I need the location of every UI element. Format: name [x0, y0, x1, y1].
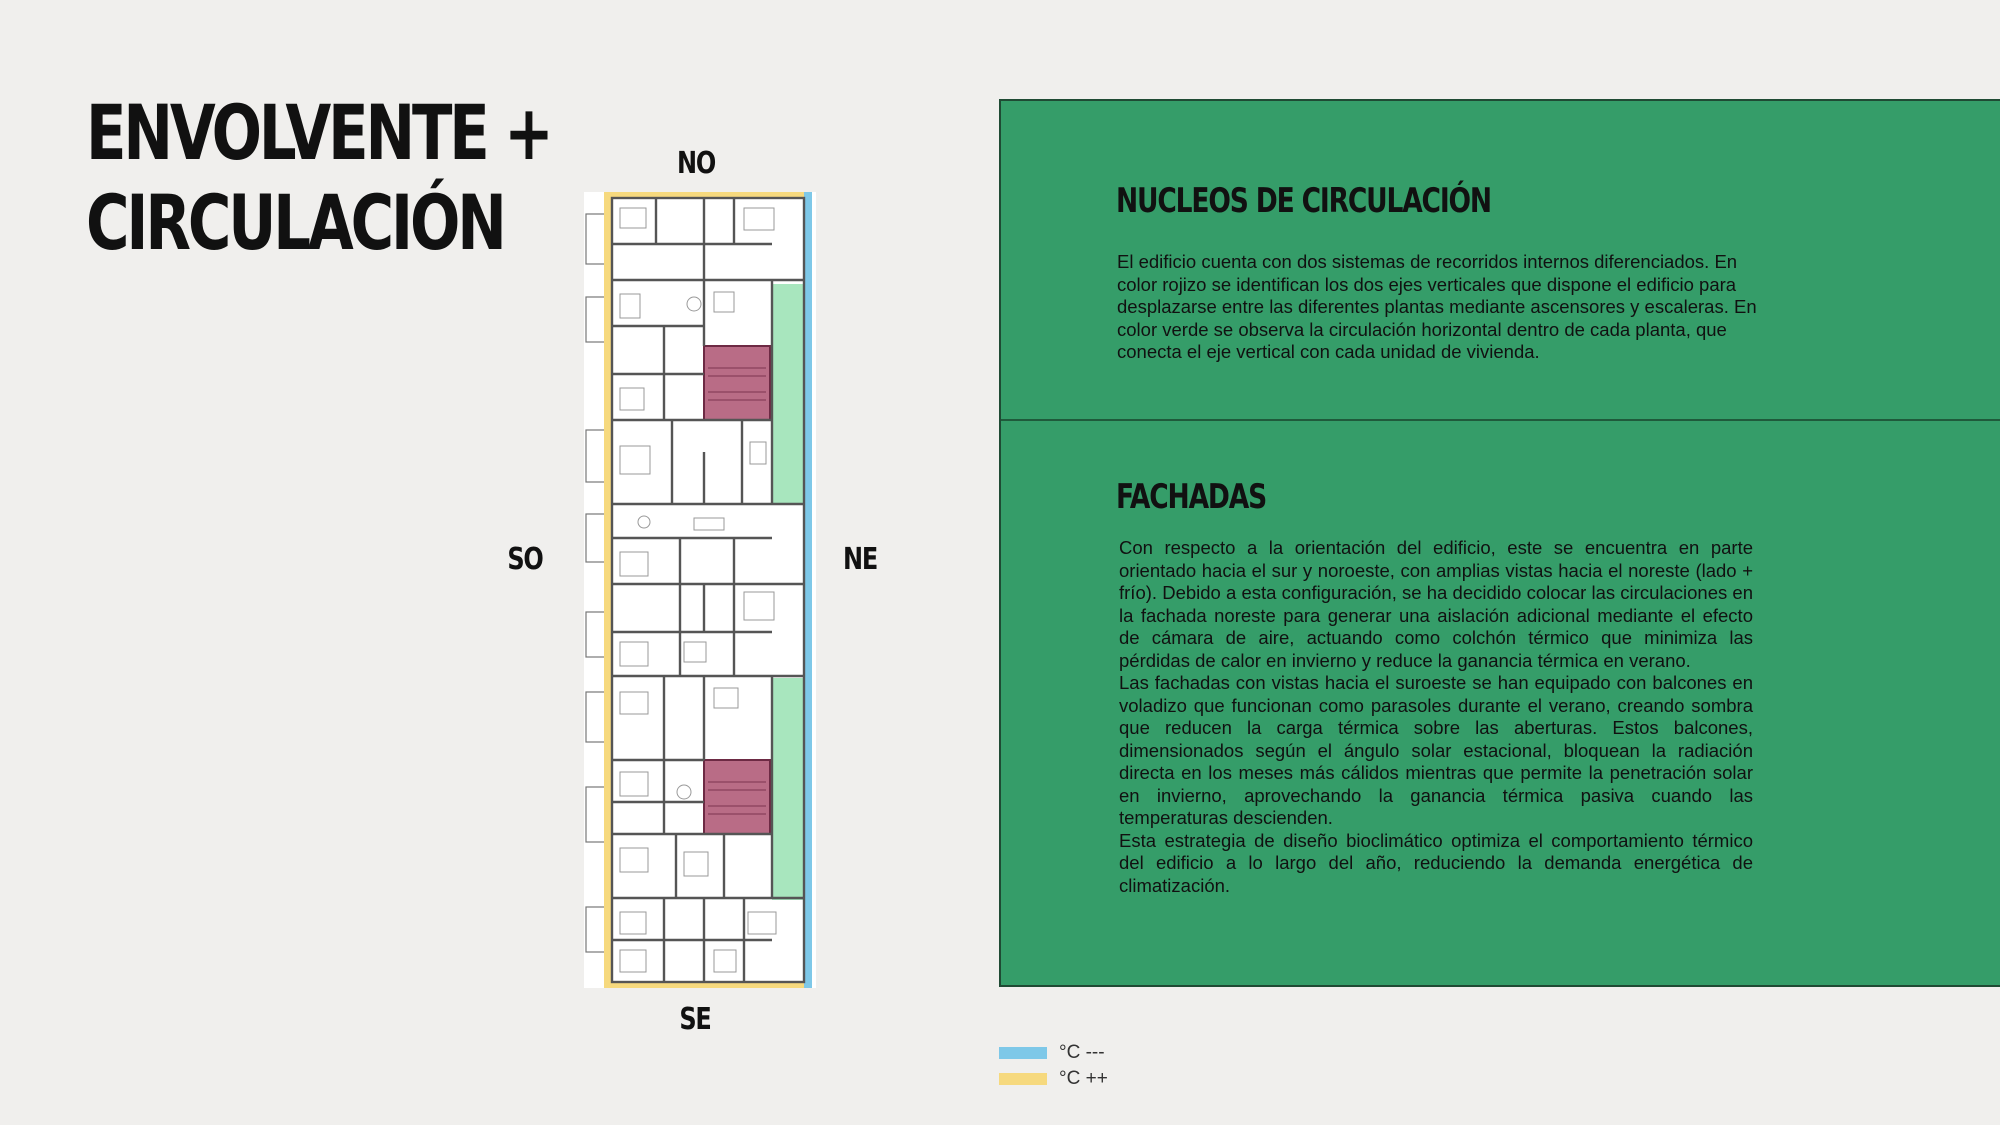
horizontal-circulation-1 — [772, 284, 804, 504]
facades-title: FACHADAS — [1116, 477, 1267, 517]
temperature-legend — [999, 1040, 1108, 1092]
compass-south: SE — [679, 1002, 711, 1037]
legend-item-cold — [999, 1040, 1108, 1066]
legend-label-cold: °C --- — [1059, 1042, 1105, 1063]
vertical-core-1 — [704, 346, 770, 420]
facades-paragraph-3: Esta estrategia de diseño bioclimático optimiza el comportamiento térmico del edificio a lo largo del año, reduciendo la demanda energética de climatización. — [1119, 829, 1753, 896]
title-line-2: CIRCULACIÓN — [86, 178, 504, 267]
title-line-1: ENVOLVENTE + — [86, 88, 551, 177]
warm-facade-sw — [604, 194, 612, 986]
panel-divider — [1001, 419, 2000, 421]
facades-text — [1119, 537, 1753, 897]
facades-paragraph-2: Las fachadas con vistas hacia el suroeste se han equipado con balcones en voladizo que funcionan como parasoles durante el verano, creando sombra que reducen la carga térmica sobre las aberturas. Estos balcones, dimensionados según el ángulo solar estacional, bloquean la radiación directa en los meses más cálidos mientras que permite la penetración solar en invierno, aprovechando la ganancia térmica pasiva cuando las temperaturas descienden. — [1119, 672, 1753, 828]
vertical-core-2 — [704, 760, 770, 834]
compass-east: NE — [842, 542, 878, 577]
compass-west: SO — [507, 542, 543, 577]
circulation-text: El edificio cuenta con dos sistemas de recorridos internos diferenciados. En color rojizo se identifican los dos ejes verticales que dispone el edificio para desplazarse entre las diferentes plantas mediante ascensores y escaleras. En color verde se observa la circulación horizontal dentro de cada planta, que conecta el eje vertical con cada unidad de vivienda. — [1117, 251, 1757, 362]
cold-facade-ne — [804, 192, 812, 988]
legend-item-warm — [999, 1066, 1108, 1092]
floor-plan — [584, 192, 816, 988]
horizontal-circulation-2 — [772, 678, 804, 900]
compass-north: NO — [676, 146, 716, 181]
circulation-title: NUCLEOS DE CIRCULACIÓN — [1116, 181, 1491, 221]
info-panel — [999, 99, 2000, 987]
legend-label-warm: °C ++ — [1059, 1068, 1108, 1089]
legend-swatch-cold — [999, 1047, 1047, 1059]
facades-paragraph-1: Con respecto a la orientación del edificio, este se encuentra en parte orientado hacia el sur y noroeste, con amplias vistas hacia el noreste (lado + frío). Debido a esta configuración, se ha decidido colocar las circulaciones en la fachada noreste para generar una aislación adicional mediante el efecto de cámara de aire, actuando como colchón térmico que minimiza las pérdidas de calor en invierno y reduce la ganancia térmica en verano. — [1119, 537, 1753, 671]
legend-swatch-warm — [999, 1073, 1047, 1085]
page-title — [86, 88, 551, 268]
